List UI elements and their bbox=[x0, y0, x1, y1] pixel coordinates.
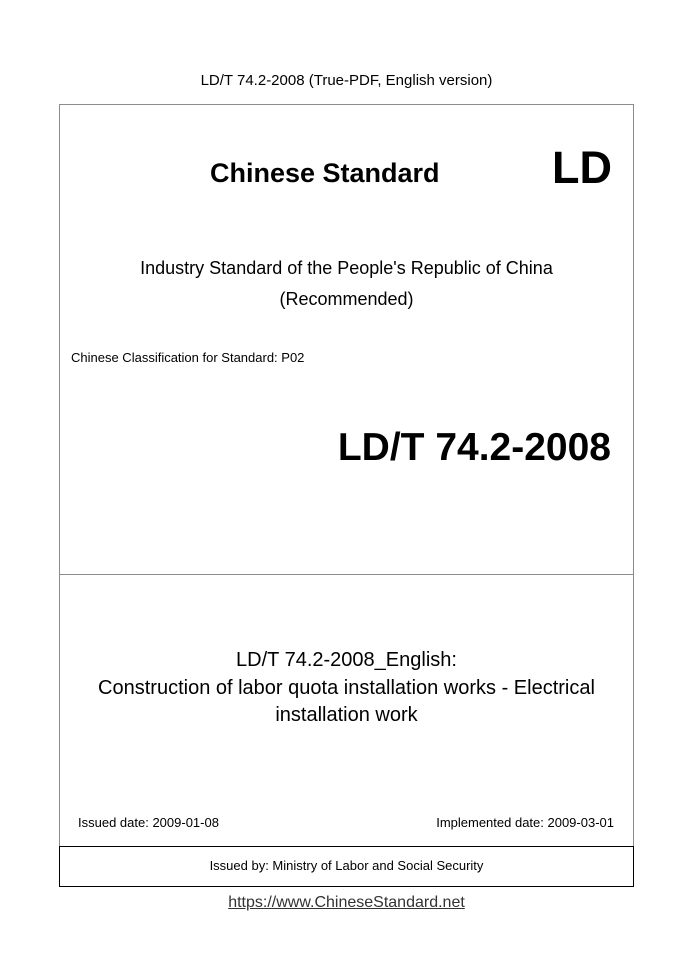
standard-number: LD/T 74.2-2008 bbox=[337, 426, 611, 469]
classification-text: Chinese Classification for Standard: P02 bbox=[71, 350, 305, 365]
document-title-line-1: LD/T 74.2-2008_English: bbox=[236, 649, 457, 671]
cover-title: Chinese Standard bbox=[210, 158, 440, 188]
document-header-label: LD/T 74.2-2008 (True-PDF, English version) bbox=[200, 72, 493, 89]
cover-code: LD bbox=[552, 142, 612, 193]
issued-by-box bbox=[59, 846, 634, 887]
document-title-line-2: Construction of labor quota installation works - Electrical bbox=[98, 677, 595, 699]
document-title-line-3: installation work bbox=[275, 704, 418, 726]
website-link[interactable]: https://www.ChineseStandard.net bbox=[228, 894, 465, 911]
recommended-line: (Recommended) bbox=[279, 289, 414, 309]
issued-by-text: Issued by: Ministry of Labor and Social Security bbox=[209, 858, 484, 873]
implemented-date: Implemented date: 2009-03-01 bbox=[436, 815, 614, 830]
industry-standard-line: Industry Standard of the People's Republic of China bbox=[140, 258, 553, 278]
issued-date: Issued date: 2009-01-08 bbox=[78, 815, 219, 830]
